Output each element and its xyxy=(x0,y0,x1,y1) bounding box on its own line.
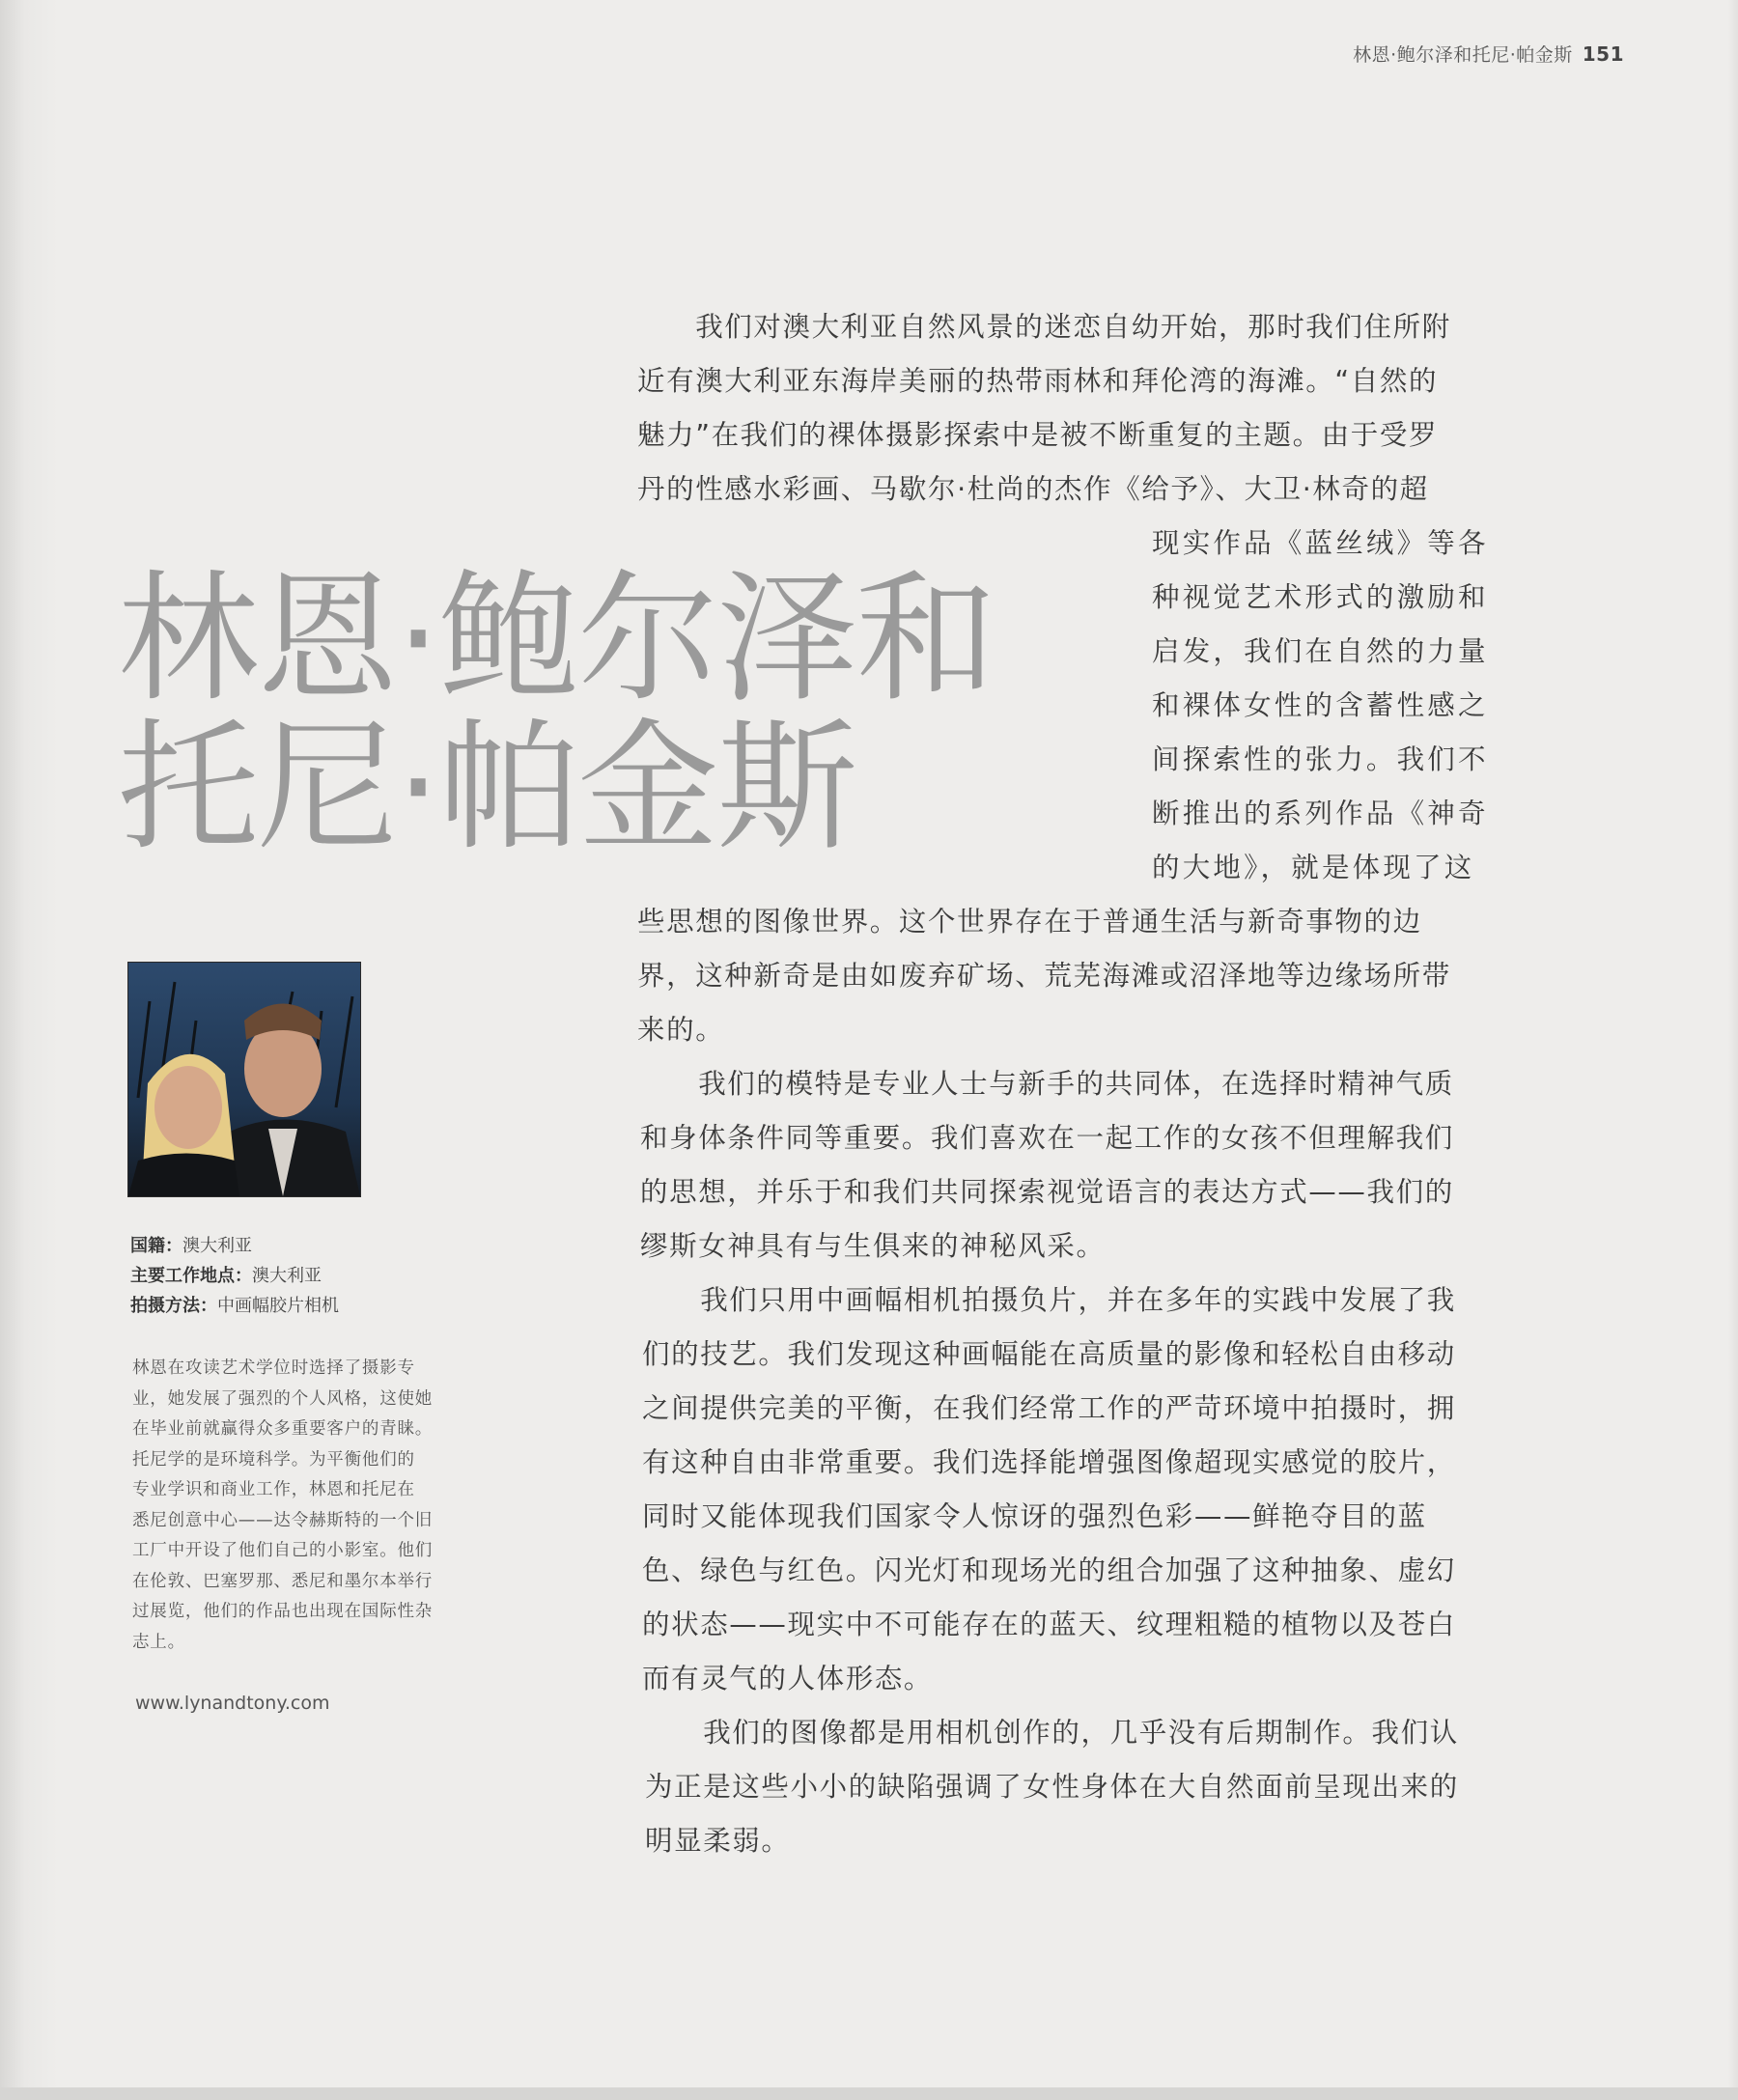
body-line: 的大地》，就是体现了这 xyxy=(1152,852,1475,883)
body-line: 种视觉艺术形式的激励和 xyxy=(1152,581,1489,613)
running-head-title: 林恩·鲍尔泽和托尼·帕金斯 xyxy=(1353,44,1573,66)
body-line: 现实作品《蓝丝绒》等各 xyxy=(1152,527,1489,559)
fact-value: 澳大利亚 xyxy=(182,1236,252,1256)
fact-label: 主要工作地点： xyxy=(130,1266,252,1286)
body-line: 断推出的系列作品《神奇 xyxy=(1152,798,1489,829)
body-line: 些思想的图像世界。这个世界存在于普通生活与新奇事物的边 xyxy=(637,906,1422,938)
body-line: 为正是这些小小的缺陷强调了女性身体在大自然面前呈现出来的 xyxy=(645,1771,1459,1803)
body-line: 和裸体女性的含蓄性感之 xyxy=(1152,689,1489,721)
title-line-2: 托尼·帕金斯 xyxy=(118,706,856,870)
fact-nationality xyxy=(130,1231,339,1261)
website-link[interactable]: www.lynandtony.com xyxy=(135,1693,330,1714)
body-line: 我们的模特是专业人士与新手的共同体，在选择时精神气质 xyxy=(640,1068,1454,1100)
body-line: 我们只用中画幅相机拍摄负片，并在多年的实践中发展了我 xyxy=(642,1284,1456,1316)
body-line: 界，这种新奇是由如废弃矿场、荒芜海滩或沼泽地等边缘场所带 xyxy=(637,960,1451,992)
bio-line: 林恩在攻读艺术学位时选择了摄影专 xyxy=(132,1358,415,1378)
photographer-facts xyxy=(130,1231,339,1321)
body-line: 来的。 xyxy=(637,1014,725,1046)
body-line: 启发，我们在自然的力量 xyxy=(1152,635,1489,667)
fact-value: 澳大利亚 xyxy=(252,1266,322,1286)
body-line: 们的技艺。我们发现这种画幅能在高质量的影像和轻松自由移动 xyxy=(642,1338,1456,1370)
bio-line: 过展览，他们的作品也出现在国际性杂 xyxy=(132,1602,434,1621)
running-head xyxy=(1353,41,1624,67)
title-line-1: 林恩·鲍尔泽和 xyxy=(118,557,995,721)
fact-value: 中画幅胶片相机 xyxy=(217,1296,339,1316)
bio-line: 志上。 xyxy=(132,1632,185,1652)
body-line: 和身体条件同等重要。我们喜欢在一起工作的女孩不但理解我们 xyxy=(640,1122,1454,1154)
article-title xyxy=(118,557,1083,870)
bio-line: 在伦敦、巴塞罗那、悉尼和墨尔本举行 xyxy=(132,1571,434,1591)
body-line: 色、绿色与红色。闪光灯和现场光的组合加强了这种抽象、虚幻 xyxy=(642,1554,1456,1586)
body-line: 的思想，并乐于和我们共同探索视觉语言的表达方式——我们的 xyxy=(640,1176,1454,1208)
body-line: 同时又能体现我们国家令人惊讶的强烈色彩——鲜艳夺目的蓝 xyxy=(642,1500,1427,1532)
body-line: 我们的图像都是用相机创作的，几乎没有后期制作。我们认 xyxy=(645,1717,1459,1749)
bio-line: 专业学识和商业工作，林恩和托尼在 xyxy=(132,1480,415,1499)
bio-line: 托尼学的是环境科学。为平衡他们的 xyxy=(132,1449,415,1470)
body-line: 之间提供完美的平衡，在我们经常工作的严苛环境中拍摄时，拥 xyxy=(642,1392,1456,1424)
body-line: 我们对澳大利亚自然风景的迷恋自幼开始，那时我们住所附 xyxy=(637,311,1451,343)
fact-label: 拍摄方法： xyxy=(130,1296,217,1316)
portrait-photo xyxy=(127,962,361,1197)
bio-line: 业，她发展了强烈的个人风格，这使她 xyxy=(132,1388,434,1409)
body-line: 缪斯女神具有与生俱来的神秘风采。 xyxy=(640,1230,1106,1262)
fact-label: 国籍： xyxy=(130,1236,182,1256)
body-line: 间探索性的张力。我们不 xyxy=(1152,743,1489,775)
fact-method xyxy=(130,1291,339,1321)
portrait-photo-illustration xyxy=(128,963,360,1196)
body-line: 魅力”在我们的裸体摄影探索中是被不断重复的主题。由于受罗 xyxy=(637,419,1439,451)
body-line: 丹的性感水彩画、马歇尔·杜尚的杰作《给予》、大卫·林奇的超 xyxy=(637,473,1429,505)
bio-line: 在毕业前就赢得众多重要客户的青睐。 xyxy=(132,1419,434,1439)
bio-line: 悉尼创意中心——达令赫斯特的一个旧 xyxy=(132,1510,434,1530)
body-line: 而有灵气的人体形态。 xyxy=(642,1663,934,1694)
page-bottom-edge xyxy=(0,2087,1738,2100)
body-line: 的状态——现实中不可能存在的蓝天、纹理粗糙的植物以及苍白 xyxy=(642,1609,1456,1640)
fact-location xyxy=(130,1261,339,1291)
photographer-bio xyxy=(132,1354,433,1658)
page-number: 151 xyxy=(1582,42,1624,66)
body-line: 近有澳大利亚东海岸美丽的热带雨林和拜伦湾的海滩。“自然的 xyxy=(637,365,1439,397)
body-line: 明显柔弱。 xyxy=(645,1825,791,1857)
bio-line: 工厂中开设了他们自己的小影室。他们 xyxy=(132,1541,434,1560)
body-line: 有这种自由非常重要。我们选择能增强图像超现实感觉的胶片， xyxy=(642,1446,1456,1478)
